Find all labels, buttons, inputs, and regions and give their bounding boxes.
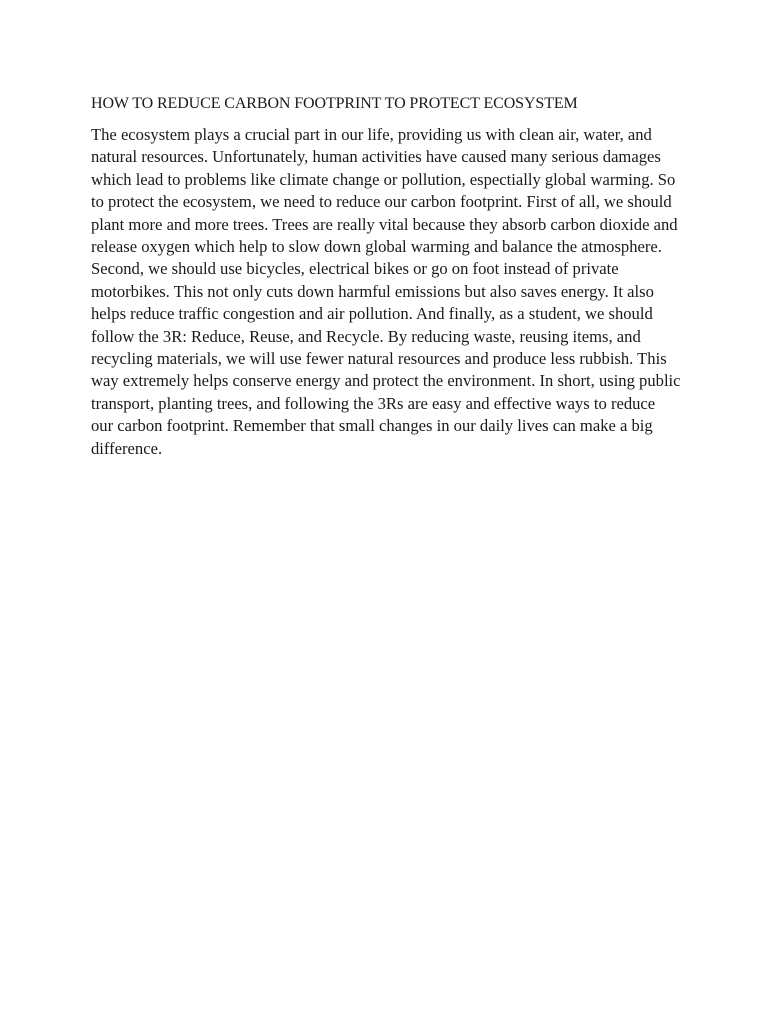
document-content <box>91 93 681 460</box>
document-body-paragraph: The ecosystem plays a crucial part in our life, providing us with clean air, water, and natural resources. Unfortunately, human activities have caused many serious damages which lead to problems like climate change or pollution, espectially global warming. So to protect the ecosystem, we need to reduce our carbon footprint. First of all, we should plant more and more trees. Trees are really vital because they absorb carbon dioxide and release oxygen which help to slow down global warming and balance the atmosphere. Second, we should use bicycles, electrical bikes or go on foot instead of private motorbikes. This not only cuts down harmful emissions but also saves energy. It also helps reduce traffic congestion and air pollution. And finally, as a student, we should follow the 3R: Reduce, Reuse, and Recycle. By reducing waste, reusing items, and recycling materials, we will use fewer natural resources and produce less rubbish. This way extremely helps conserve energy and protect the environment. In short, using public transport, planting trees, and following the 3Rs are easy and effective ways to reduce our carbon footprint. Remember that small changes in our daily lives can make a big difference. <box>91 125 681 458</box>
document-title: HOW TO REDUCE CARBON FOOTPRINT TO PROTECT ECOSYSTEM <box>91 95 578 112</box>
